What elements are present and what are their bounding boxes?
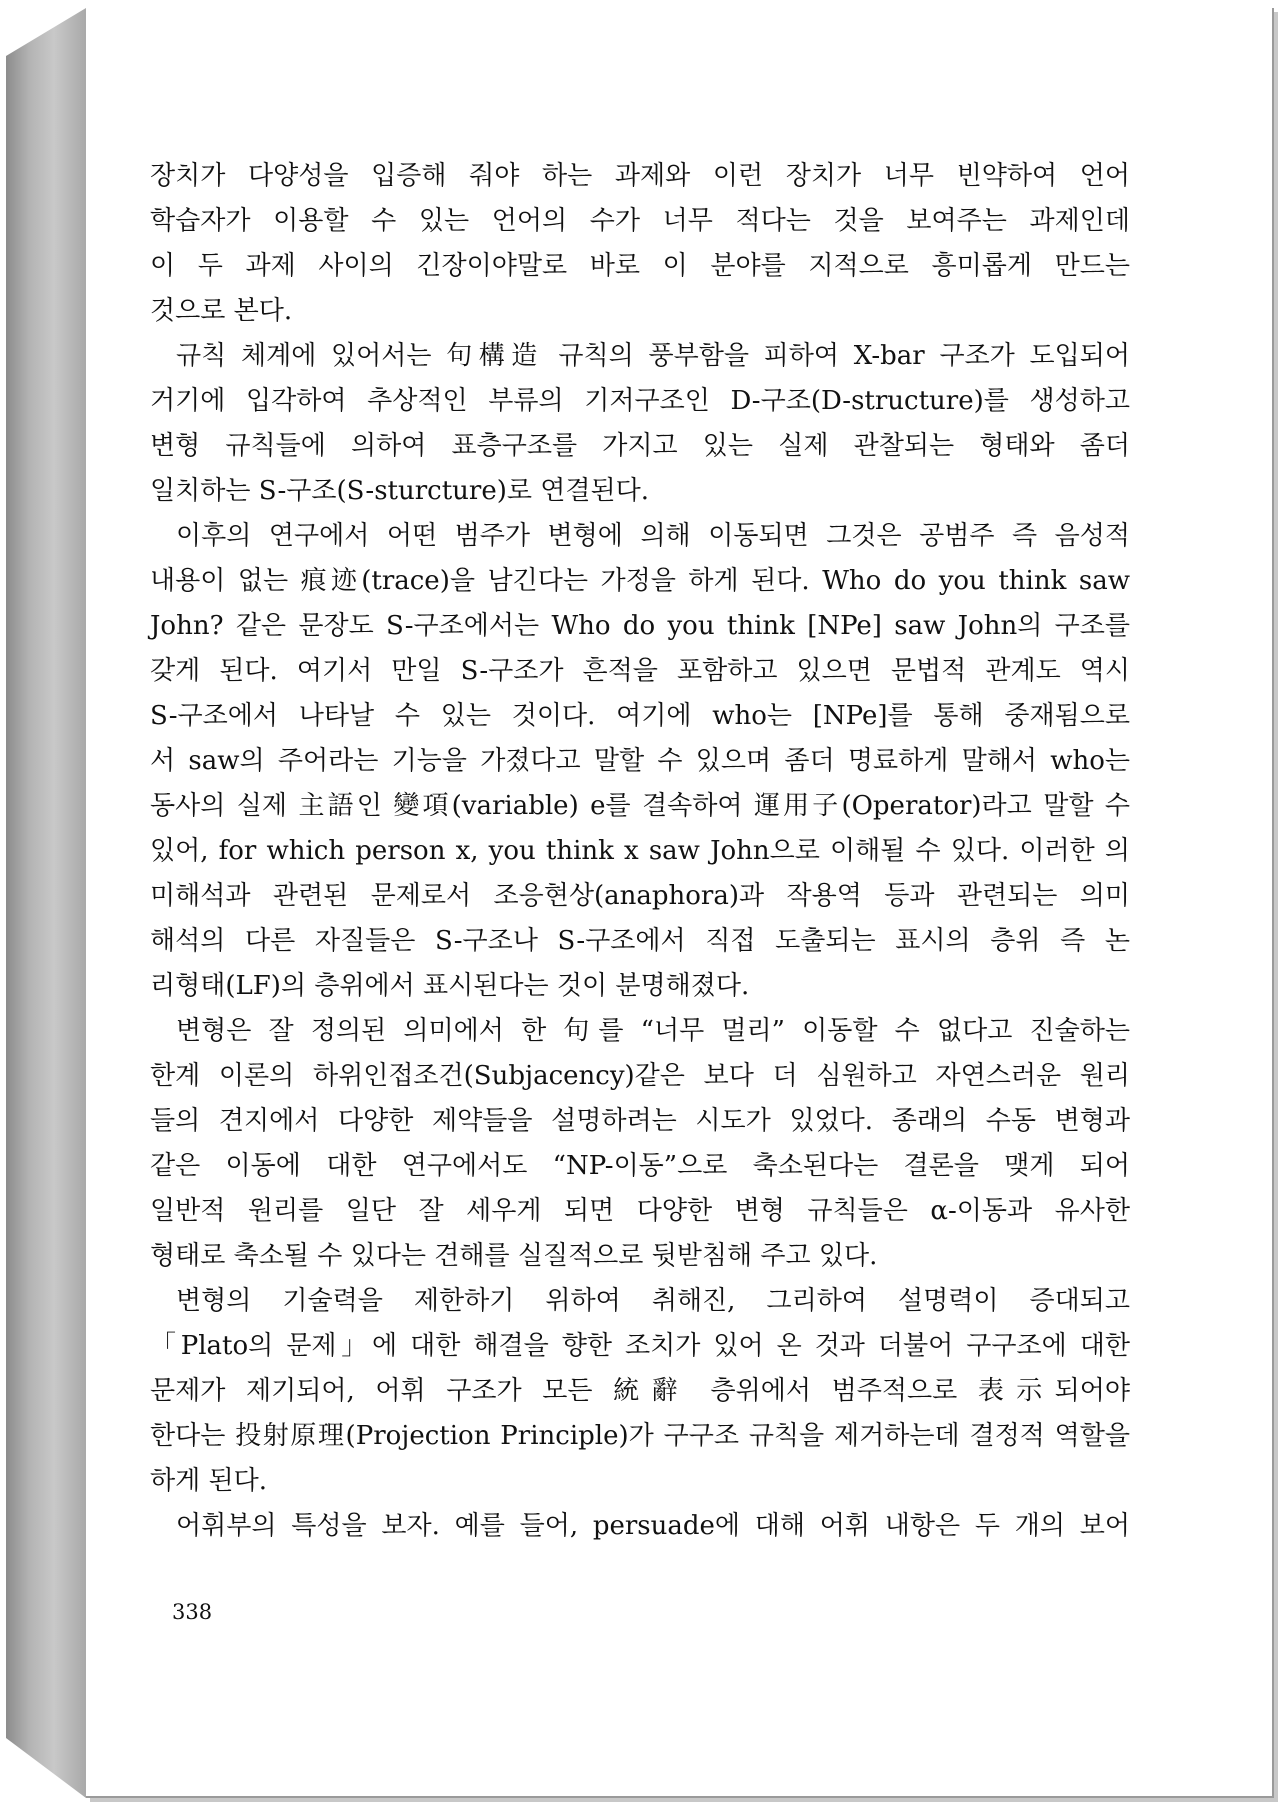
text-line: 하게 된다. — [150, 1466, 267, 1496]
text-line: 변형의 기술력을 제한하기 위하여 취해진, 그리하여 설명력이 증대되고 — [176, 1286, 1130, 1316]
text-line: 이 두 과제 사이의 긴장이야말로 바로 이 분야를 지적으로 흥미롭게 만드는 — [150, 251, 1130, 281]
text-line: 거기에 입각하여 추상적인 부류의 기저구조인 D-구조(D-structure)를 생성하고 — [150, 386, 1130, 416]
text-line: 일치하는 S-구조(S-sturcture)로 연결된다. — [150, 476, 649, 506]
text-line: John? 같은 문장도 S-구조에서는 Who do you think [NPe] saw John의 구조를 — [150, 611, 1130, 641]
text-line: 규칙 체계에 있어서는 句構造 규칙의 풍부함을 피하여 X-bar 구조가 도입되어 — [176, 341, 1130, 371]
book-spine — [6, 8, 86, 1798]
text-line: 같은 이동에 대한 연구에서도 “NP-이동”으로 축소된다는 결론을 맺게 되어 — [150, 1151, 1130, 1181]
text-line: 이후의 연구에서 어떤 범주가 변형에 의해 이동되면 그것은 공범주 즉 음성적 — [176, 521, 1130, 551]
text-line: 들의 견지에서 다양한 제약들을 설명하려는 시도가 있었다. 종래의 수동 변형과 — [150, 1106, 1130, 1136]
body-text — [150, 154, 1130, 1549]
text-line: 미해석과 관련된 문제로서 조응현상(anaphora)과 작용역 등과 관련되는 의미 — [150, 881, 1130, 911]
text-line: 문제가 제기되어, 어휘 구조가 모든 統辭 층위에서 범주적으로 表示되어야 — [150, 1376, 1130, 1406]
text-line: 한다는 投射原理(Projection Principle)가 구구조 규칙을 제거하는데 결정적 역할을 — [150, 1421, 1130, 1451]
text-line: 내용이 없는 痕迹(trace)을 남긴다는 가정을 하게 된다. Who do you think saw — [150, 566, 1130, 596]
text-line: 일반적 원리를 일단 잘 세우게 되면 다양한 변형 규칙들은 α-이동과 유사한 — [150, 1196, 1130, 1226]
text-line: 한계 이론의 하위인접조건(Subjacency)같은 보다 더 심원하고 자연스러운 원리 — [150, 1061, 1130, 1091]
text-line: 변형 규칙들에 의하여 표층구조를 가지고 있는 실제 관찰되는 형태와 좀더 — [150, 431, 1130, 461]
text-line: 변형은 잘 정의된 의미에서 한 句를 “너무 멀리” 이동할 수 없다고 진술하는 — [176, 1016, 1130, 1046]
text-line: 학습자가 이용할 수 있는 언어의 수가 너무 적다는 것을 보여주는 과제인데 — [150, 206, 1130, 236]
page-number: 338 — [172, 1600, 213, 1624]
text-line: 리형태(LF)의 층위에서 표시된다는 것이 분명해졌다. — [150, 971, 750, 1001]
text-line: 해석의 다른 자질들은 S-구조나 S-구조에서 직접 도출되는 표시의 층위 즉 논 — [150, 926, 1130, 956]
text-line: 「Plato의 문제」에 대한 해결을 향한 조치가 있어 온 것과 더불어 구구조에 대한 — [150, 1331, 1130, 1361]
text-line: S-구조에서 나타날 수 있는 것이다. 여기에 who는 [NPe]를 통해 중재됨으로 — [150, 701, 1130, 731]
text-line: 동사의 실제 主語인 變項(variable) e를 결속하여 運用子(Operator)라고 말할 수 — [150, 791, 1130, 821]
text-line: 것으로 본다. — [150, 296, 293, 326]
text-line: 형태로 축소될 수 있다는 견해를 실질적으로 뒷받침해 주고 있다. — [150, 1241, 878, 1271]
text-line: 있어, for which person x, you think x saw John으로 이해될 수 있다. 이러한 의 — [150, 836, 1130, 866]
text-line: 어휘부의 특성을 보자. 예를 들어, persuade에 대해 어휘 내항은 두 개의 보어 — [176, 1511, 1130, 1541]
text-line: 갖게 된다. 여기서 만일 S-구조가 흔적을 포함하고 있으면 문법적 관계도 역시 — [150, 656, 1130, 686]
text-line: 장치가 다양성을 입증해 줘야 하는 과제와 이런 장치가 너무 빈약하여 언어 — [150, 161, 1130, 191]
text-line: 서 saw의 주어라는 기능을 가졌다고 말할 수 있으며 좀더 명료하게 말해서 who는 — [150, 746, 1130, 776]
